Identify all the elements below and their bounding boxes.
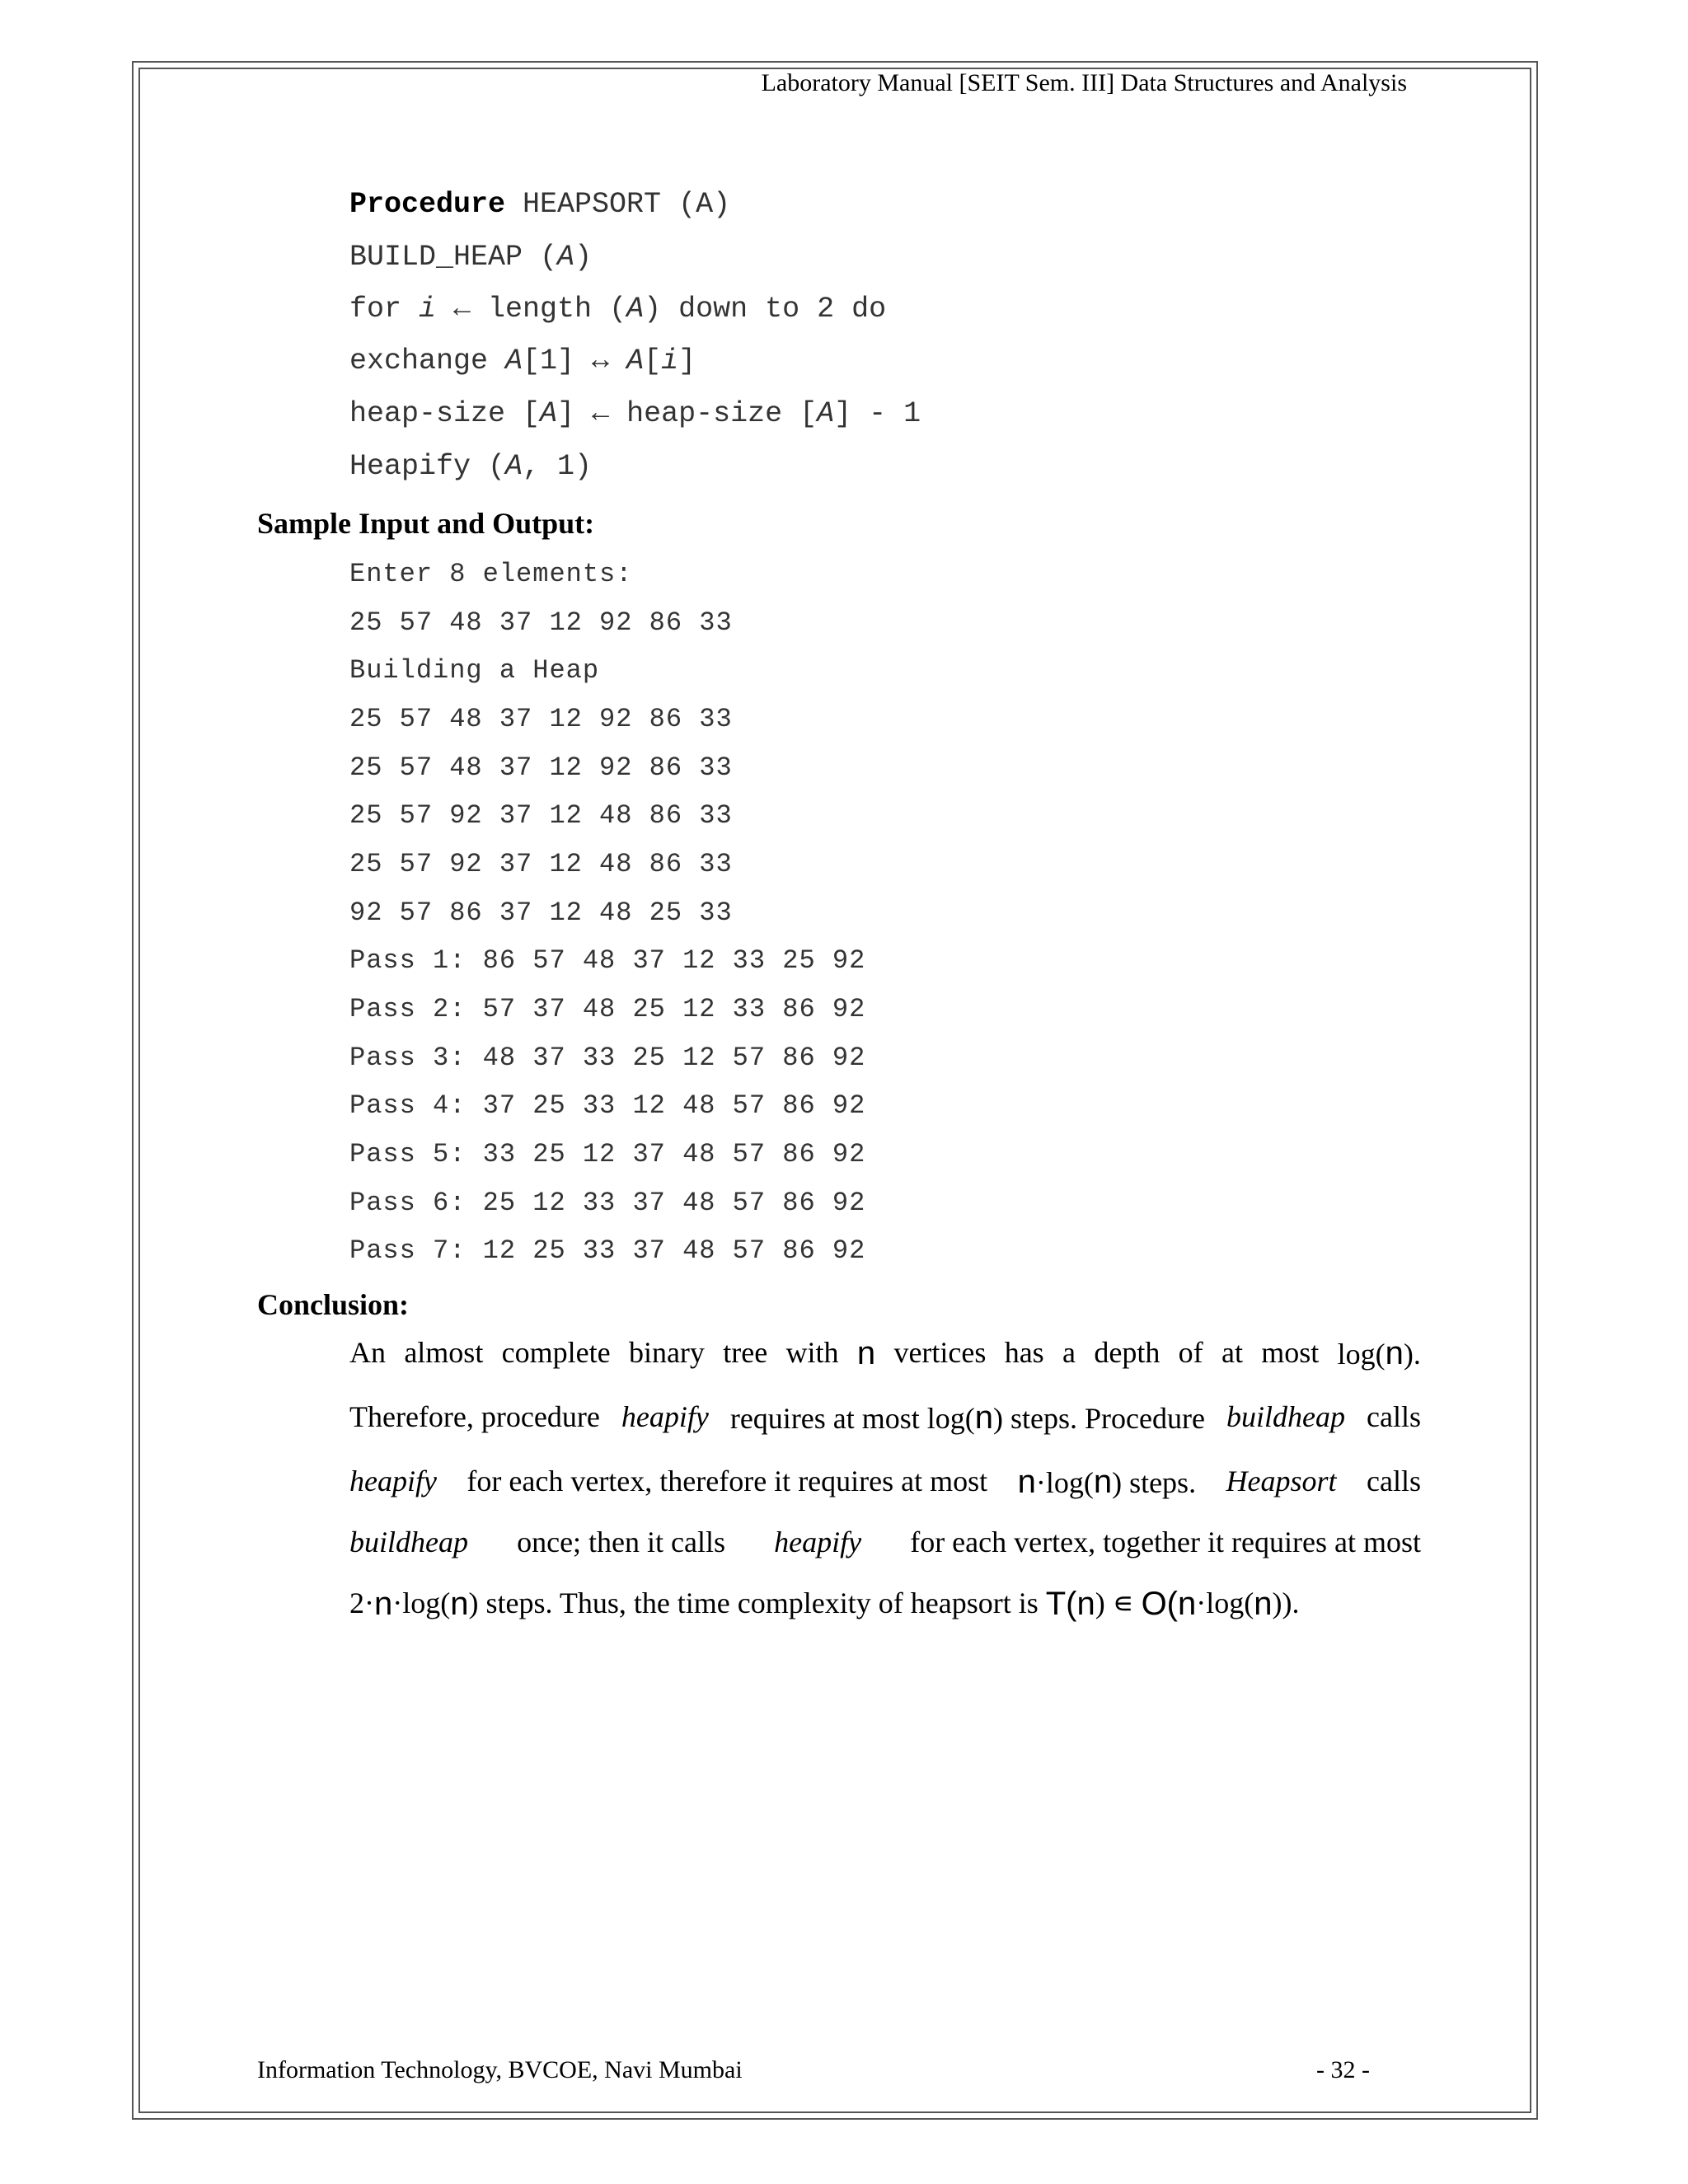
io-line: 25 57 48 37 12 92 86 33 — [349, 607, 733, 638]
conclusion-line-5: 2· n ·log( n ) steps. Thus, the time complexity of heapsort is T( n ) ∊ O( n ·log( n )). — [349, 1586, 1300, 1622]
conclusion-line-4: buildheap once; then it calls heapify for each vertex, together it requires at most — [349, 1526, 1421, 1558]
io-line: Pass 6: 25 12 33 37 48 57 86 92 — [349, 1188, 866, 1218]
io-line: Pass 5: 33 25 12 37 48 57 86 92 — [349, 1139, 866, 1169]
procedure-line-6: Heapify (A, 1) — [349, 450, 593, 483]
procedure-line-3: for i ← length (A) down to 2 do — [349, 293, 887, 326]
io-line: Pass 3: 48 37 33 25 12 57 86 92 — [349, 1043, 866, 1073]
page-header: Laboratory Manual [SEIT Sem. III] Data Structures and Analysis — [761, 69, 1407, 96]
io-line: 92 57 86 37 12 48 25 33 — [349, 898, 733, 928]
conclusion-line-3: heapify for each vertex, therefore it requires at most n·log(n) steps. Heapsort calls — [349, 1464, 1421, 1500]
io-line: Pass 1: 86 57 48 37 12 33 25 92 — [349, 945, 866, 976]
procedure-line-4: exchange A[1] ↔ A[i] — [349, 344, 696, 377]
io-line: 25 57 92 37 12 48 86 33 — [349, 849, 733, 879]
conclusion-line-2: Therefore, procedure heapify requires at most log(n) steps. Procedure buildheap calls — [349, 1399, 1421, 1436]
procedure-line-5: heap-size [A] ← heap-size [A] - 1 — [349, 397, 921, 430]
io-line: Building a Heap — [349, 655, 600, 686]
io-line: 25 57 92 37 12 48 86 33 — [349, 800, 733, 831]
procedure-line-1: Procedure HEAPSORT (A) — [349, 188, 731, 221]
sample-io-heading: Sample Input and Output: — [257, 507, 595, 540]
io-line: Pass 7: 12 25 33 37 48 57 86 92 — [349, 1235, 866, 1266]
io-line: Enter 8 elements: — [349, 559, 633, 589]
conclusion-line-1: An almost complete binary tree with n vertices has a depth of at most log(n). — [349, 1335, 1421, 1371]
procedure-keyword: Procedure — [349, 188, 506, 221]
footer-page-number: - 32 - — [1316, 2056, 1370, 2083]
io-line: 25 57 48 37 12 92 86 33 — [349, 704, 733, 734]
io-line: Pass 2: 57 37 48 25 12 33 86 92 — [349, 994, 866, 1024]
procedure-line-2: BUILD_HEAP (A) — [349, 241, 593, 274]
footer-institution: Information Technology, BVCOE, Navi Mumbai — [257, 2056, 743, 2083]
io-line: Pass 4: 37 25 33 12 48 57 86 92 — [349, 1090, 866, 1121]
conclusion-heading: Conclusion: — [257, 1288, 410, 1321]
io-line: 25 57 48 37 12 92 86 33 — [349, 752, 733, 783]
